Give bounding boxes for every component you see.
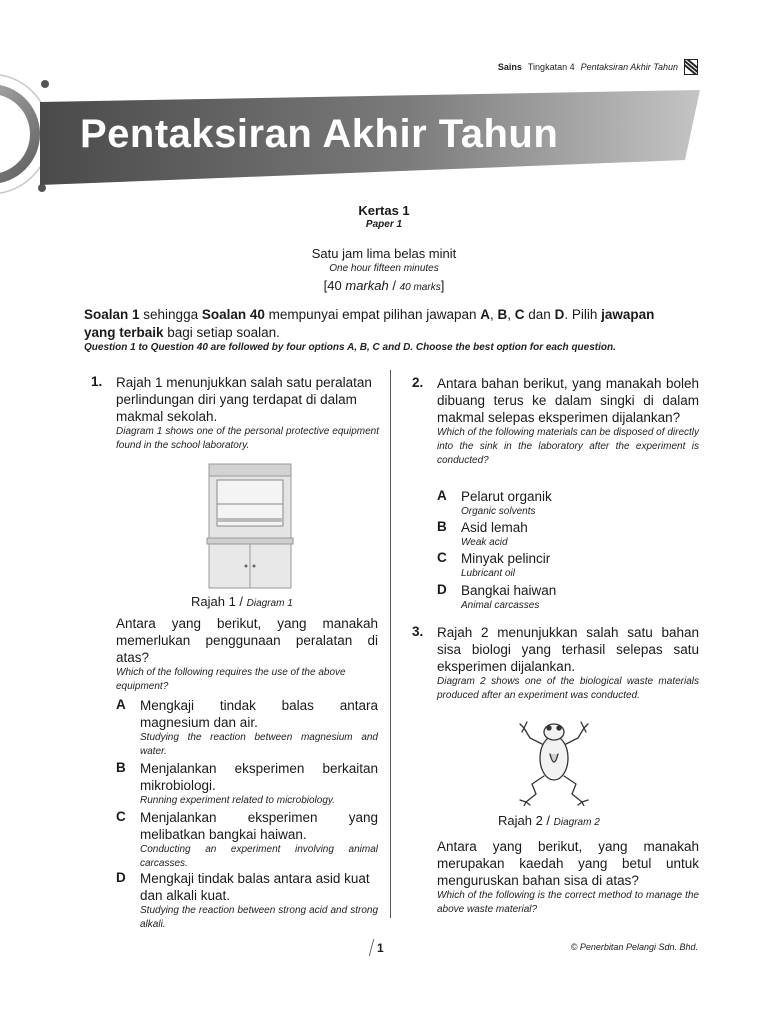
frog-specimen-image bbox=[516, 714, 592, 806]
question-text: Rajah 1 menunjukkan salah satu peralatan perlindungan diri yang terdapat di dalam makmal sekolah. bbox=[116, 375, 372, 424]
instr-text: , bbox=[490, 307, 498, 322]
question-3 bbox=[406, 624, 699, 703]
diagram-2-caption bbox=[498, 813, 600, 828]
question-text-en: Diagram 1 shows one of the personal protective equipment found in the school laboratory. bbox=[116, 426, 379, 451]
option-text: Pelarut organik bbox=[461, 489, 552, 504]
q2-option-a[interactable] bbox=[437, 488, 699, 519]
option-letter: C bbox=[437, 550, 447, 565]
level-label: Tingkatan 4 bbox=[527, 62, 575, 72]
q1-option-a[interactable] bbox=[116, 697, 378, 759]
question-1-stem bbox=[116, 615, 378, 694]
column-divider bbox=[390, 370, 391, 918]
section-label: Pentaksiran Akhir Tahun bbox=[580, 62, 678, 72]
instr-text: dan bbox=[524, 307, 555, 322]
paper-title: Kertas 1 bbox=[358, 203, 410, 218]
option-letter: D bbox=[437, 582, 447, 597]
option-text-en: Lubricant oil bbox=[461, 568, 515, 579]
marks-number: 40 bbox=[327, 278, 342, 293]
question-1 bbox=[84, 374, 379, 453]
duration: Satu jam lima belas minit bbox=[311, 246, 457, 261]
subject-label: Sains bbox=[497, 62, 522, 72]
option-letter: B bbox=[437, 519, 447, 534]
instr-letter: C bbox=[514, 307, 525, 322]
option-letter: D bbox=[116, 870, 126, 885]
caption-text-en: Diagram 2 bbox=[553, 817, 600, 828]
duration-en: One hour fifteen minutes bbox=[329, 263, 439, 274]
option-text: Menjalankan eksperimen berkaitan mikrobiologi. bbox=[140, 761, 378, 793]
option-text-en: Studying the reaction between magnesium and water. bbox=[140, 732, 378, 757]
question-number: 2. bbox=[412, 375, 424, 390]
instr-letter: D bbox=[554, 307, 565, 322]
question-number: 1. bbox=[91, 374, 103, 389]
question-text-en: Diagram 2 shows one of the biological waste materials produced after an experiment was conducted. bbox=[437, 676, 699, 701]
running-header bbox=[498, 59, 698, 75]
option-text-en: Animal carcasses bbox=[461, 600, 540, 611]
option-text-en: Weak acid bbox=[461, 537, 508, 548]
option-text-en: Running experiment related to microbiology. bbox=[140, 795, 335, 806]
instr-q1: Soalan 1 bbox=[84, 307, 140, 322]
stem-text-en: Which of the following requires the use of the above equipment? bbox=[116, 667, 346, 692]
diagram-1-caption bbox=[191, 594, 293, 609]
option-text: Mengkaji tindak balas antara asid kuat dan alkali kuat. bbox=[140, 871, 370, 903]
option-letter: C bbox=[116, 809, 126, 824]
paper-title-en: Paper 1 bbox=[365, 219, 403, 230]
stem-text: Antara yang berikut, yang manakah memerlukan penggunaan peralatan di atas? bbox=[116, 616, 378, 665]
question-text-en: Which of the following materials can be disposed of directly into the sink in the laboratory after the experiment is conducted? bbox=[437, 427, 699, 466]
instr-text: . Pilih bbox=[564, 307, 602, 322]
caption-text: Rajah 1 / bbox=[191, 594, 247, 609]
instr-text: , bbox=[507, 307, 515, 322]
q1-option-d[interactable] bbox=[116, 870, 378, 932]
option-text-en: Studying the reaction between strong acid and strong alkali. bbox=[140, 905, 378, 930]
instructions-en: Question 1 to Question 40 are followed by four options A, B, C and D. Choose the best option for each question. bbox=[84, 342, 616, 353]
marks: [40 markah / 40 marks] bbox=[323, 278, 445, 293]
q1-option-c[interactable] bbox=[116, 809, 378, 871]
marks-en: 40 marks bbox=[399, 282, 441, 293]
instr-q40: Soalan 40 bbox=[201, 307, 265, 322]
question-3-stem bbox=[437, 838, 699, 917]
option-text: Bangkai haiwan bbox=[461, 583, 557, 598]
q2-option-c[interactable] bbox=[437, 550, 699, 581]
option-text: Minyak pelincir bbox=[461, 551, 551, 566]
instructions bbox=[84, 306, 684, 342]
marks-word: markah bbox=[345, 278, 389, 293]
q2-option-d[interactable] bbox=[437, 582, 699, 613]
q2-option-b[interactable] bbox=[437, 519, 699, 550]
option-letter: A bbox=[116, 697, 126, 712]
instr-text: mempunyai empat pilihan jawapan bbox=[264, 307, 481, 322]
instr-letter: B bbox=[497, 307, 508, 322]
copyright: © Penerbitan Pelangi Sdn. Bhd. bbox=[570, 942, 698, 952]
stem-text: Antara yang berikut, yang manakah merupakan kaedah yang betul untuk menguruskan bahan sisa di atas? bbox=[437, 839, 699, 888]
instr-letter: A bbox=[480, 307, 490, 322]
question-text: Rajah 2 menunjukkan salah satu bahan sisa biologi yang terhasil selepas satu eksperimen dijalankan. bbox=[437, 625, 699, 674]
fume-hood-image bbox=[206, 462, 296, 590]
option-text-en: Organic solvents bbox=[461, 506, 536, 517]
question-2 bbox=[406, 375, 699, 468]
instr-text: bagi setiap soalan. bbox=[163, 325, 280, 340]
option-text: Mengkaji tindak balas antara magnesium dan air. bbox=[140, 698, 378, 730]
instr-text: sehingga bbox=[139, 307, 202, 322]
option-letter: A bbox=[437, 488, 447, 503]
question-text: Antara bahan berikut, yang manakah boleh dibuang terus ke dalam singki di dalam makmal selepas eksperimen dijalankan? bbox=[437, 376, 699, 425]
question-number: 3. bbox=[412, 624, 424, 639]
option-text-en: Conducting an experiment involving animal carcasses. bbox=[140, 844, 378, 869]
page-number: 1 bbox=[377, 941, 384, 955]
option-text: Menjalankan eksperimen yang melibatkan bangkai haiwan. bbox=[140, 810, 378, 842]
option-text: Asid lemah bbox=[461, 520, 528, 535]
caption-text-en: Diagram 1 bbox=[246, 598, 293, 609]
banner-title: Pentaksiran Akhir Tahun bbox=[80, 112, 559, 156]
stem-text-en: Which of the following is the correct method to manage the above waste material? bbox=[437, 890, 699, 915]
caption-text: Rajah 2 / bbox=[498, 813, 554, 828]
book-logo-icon bbox=[684, 59, 698, 75]
q1-option-b[interactable] bbox=[116, 760, 378, 808]
instr-best-answer: jawapan yang terbaik bbox=[84, 307, 655, 340]
option-letter: B bbox=[116, 760, 126, 775]
